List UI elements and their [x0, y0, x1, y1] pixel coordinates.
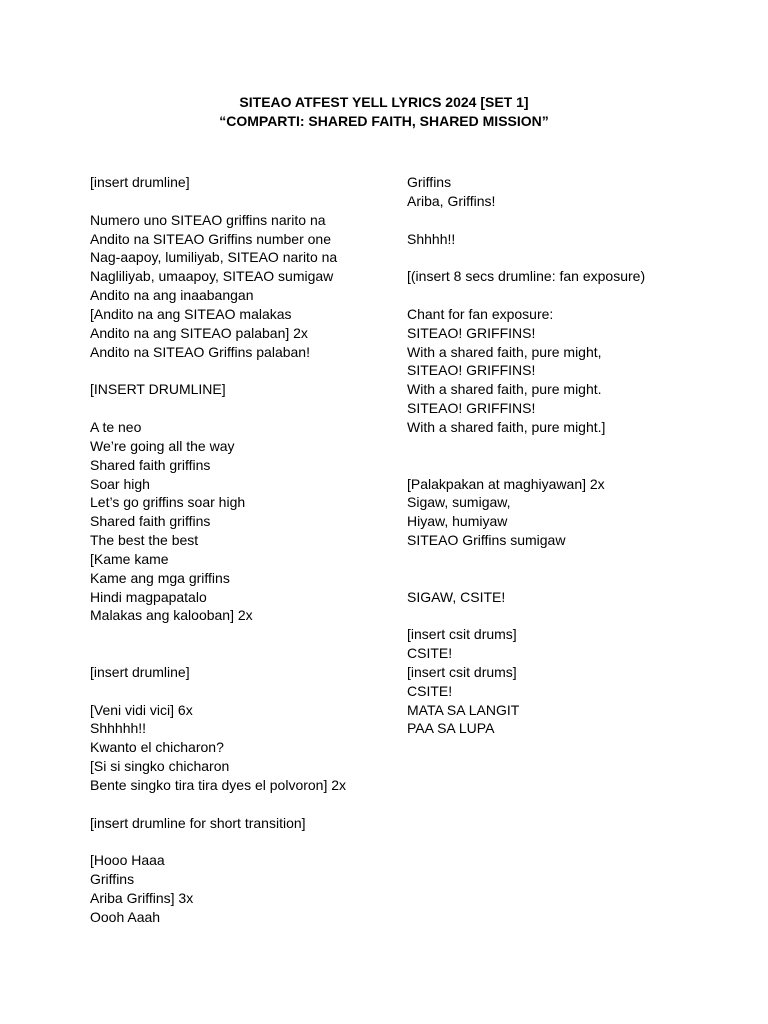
lyric-line: Andito na SITEAO Griffins palaban! [90, 343, 310, 360]
lyric-line: PAA SA LUPA [407, 720, 495, 737]
lyric-line: Andito na SITEAO Griffins number one [90, 230, 331, 247]
lyric-line: CSITE! [407, 682, 453, 699]
lyric-line: Nag-aapoy, lumiliyab, SITEAO narito na [90, 249, 338, 266]
lyric-line: Shared faith griffins [90, 513, 211, 530]
lyric-line [407, 286, 747, 305]
lyric-line: [Palakpakan at maghiyawan] 2x [407, 475, 605, 492]
lyric-line: Hindi magpapatalo [90, 588, 207, 605]
lyric-line: SITEAO Griffins sumigaw [407, 532, 566, 549]
lyric-line: Numero uno SITEAO griffins narito na [90, 211, 326, 228]
document-subtitle: “COMPARTI: SHARED FAITH, SHARED MISSION” [219, 113, 549, 129]
lyric-line [407, 550, 747, 569]
lyric-line: Andito na ang inaabangan [90, 287, 254, 304]
document-title: SITEAO ATFEST YELL LYRICS 2024 [SET 1] [239, 94, 529, 110]
lyric-line [90, 644, 390, 663]
lyric-line: Andito na ang SITEAO palaban] 2x [90, 324, 308, 341]
lyric-line: [Hooo Haaa [90, 852, 165, 869]
lyric-line: With a shared faith, pure might. [407, 381, 602, 398]
lyric-line: SITEAO! GRIFFINS! [407, 324, 536, 341]
lyric-line: Malakas ang kalooban] 2x [90, 607, 253, 624]
lyric-line: MATA SA LANGIT [407, 701, 520, 718]
lyric-line [90, 833, 390, 852]
lyric-line: [insert csit drums] [407, 663, 517, 680]
lyric-line: Ariba Griffins] 3x [90, 890, 194, 907]
lyric-line: [Veni vidi vici] 6x [90, 701, 193, 718]
lyric-line [407, 569, 747, 588]
lyric-line: The best the best [90, 532, 199, 549]
lyric-line: [insert drumline] [90, 663, 190, 680]
lyric-line: SIGAW, CSITE! [407, 588, 506, 605]
lyric-line [407, 456, 747, 475]
lyric-line: [Andito na ang SITEAO malakas [90, 305, 292, 322]
lyric-line: Ariba, Griffins! [407, 192, 496, 209]
lyric-line: [Kame kame [90, 550, 169, 567]
lyric-line: [insert csit drums] [407, 626, 517, 643]
lyric-line: Griffins [90, 871, 135, 888]
lyric-line [407, 606, 747, 625]
lyric-line: With a shared faith, pure might, [407, 343, 602, 360]
right-lyrics-column [407, 173, 747, 738]
lyric-line: Nagliliyab, umaapoy, SITEAO sumigaw [90, 268, 334, 285]
lyric-line [90, 192, 390, 211]
lyric-line: We’re going all the way [90, 437, 235, 454]
lyric-line [90, 625, 390, 644]
lyric-line: A te neo [90, 418, 142, 435]
lyric-line: Kwanto el chicharon? [90, 739, 224, 756]
lyric-line [90, 361, 390, 380]
lyric-line: Kame ang mga griffins [90, 569, 230, 586]
lyric-line [407, 437, 747, 456]
lyric-line [90, 682, 390, 701]
lyric-line: SITEAO! GRIFFINS! [407, 362, 536, 379]
lyric-line: [(insert 8 secs drumline: fan exposure) [407, 268, 646, 285]
left-lyrics-column [90, 173, 390, 927]
lyric-line: Sigaw, sumigaw, [407, 494, 511, 511]
lyric-line: Bente singko tira tira dyes el polvoron] 2x [90, 777, 347, 793]
lyric-line: [Si si singko chicharon [90, 758, 230, 775]
lyric-line: [insert drumline] [90, 174, 190, 190]
lyric-line: Chant for fan exposure: [407, 305, 554, 322]
lyric-line: SITEAO! GRIFFINS! [407, 400, 536, 417]
lyric-line: Hiyaw, humiyaw [407, 513, 508, 530]
lyric-line [407, 211, 747, 230]
lyric-line: Shared faith griffins [90, 456, 211, 473]
lyric-line: CSITE! [407, 645, 453, 662]
lyric-line: Let’s go griffins soar high [90, 494, 246, 511]
lyric-line: With a shared faith, pure might.] [407, 418, 606, 435]
lyric-line [90, 399, 390, 418]
lyric-line: Soar high [90, 475, 150, 492]
lyric-line [407, 248, 747, 267]
lyric-line: [insert drumline for short transition] [90, 814, 306, 831]
lyric-line: Shhhh!! [407, 230, 456, 247]
lyric-line: Oooh Aaah [90, 908, 161, 925]
lyric-line: [INSERT DRUMLINE] [90, 381, 226, 398]
lyric-line [90, 795, 390, 814]
lyric-line: Griffins [407, 174, 452, 190]
lyric-line: Shhhhh!! [90, 720, 147, 737]
